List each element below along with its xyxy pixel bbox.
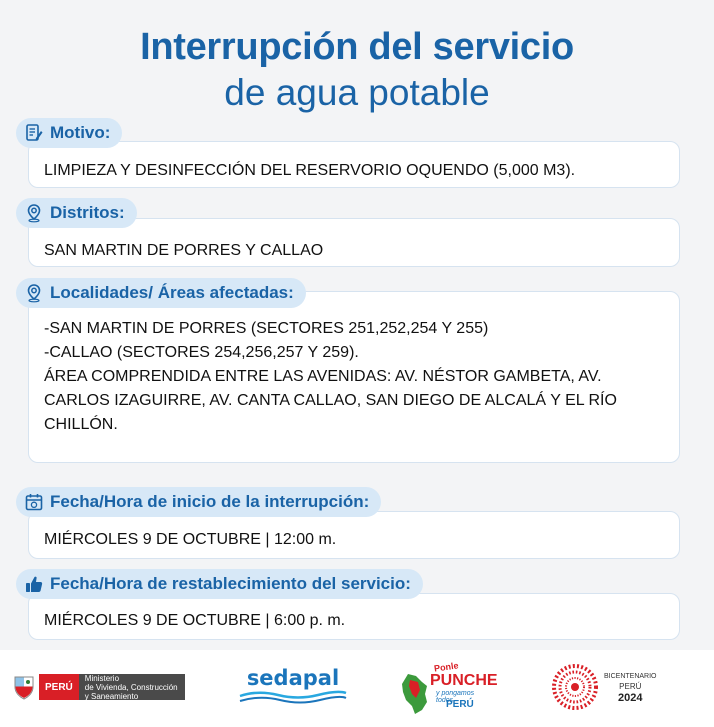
bicentenario-line: BICENTENARIO [604, 672, 657, 680]
ministry-line: Ministerio [84, 673, 120, 683]
bicentenario-line: PERÚ [619, 681, 642, 691]
peru-shield-icon [12, 674, 36, 700]
inicio-label [16, 487, 381, 517]
bicentenario-emblem-icon [552, 664, 598, 710]
localidades-line: CARLOS IZAGUIRRE, AV. CANTA CALLAO, SAN DIEGO DE ALCALÁ Y EL RÍO [44, 392, 617, 409]
punche-logo [400, 660, 498, 718]
ministry-line: y Saneamiento [84, 691, 139, 701]
footer [0, 650, 714, 727]
localidades-line: -CALLAO (SECTORES 254,256,257 Y 259). [44, 344, 359, 361]
map-pin-icon [24, 203, 44, 223]
punche-line: PERÚ [446, 699, 474, 710]
distritos-text: SAN MARTIN DE PORRES Y CALLAO [44, 242, 324, 259]
peru-map-icon [400, 672, 430, 716]
restablecimiento-label-text: Fecha/Hora de restablecimiento del servicio: [50, 574, 411, 593]
bicentenario-year: 2024 [618, 691, 643, 704]
localidades-box [28, 291, 680, 463]
ministry-name [79, 674, 185, 700]
punche-line: y pongamos todos [436, 690, 475, 704]
wave-icon [238, 690, 348, 704]
distritos-label-text: Distritos: [50, 203, 125, 222]
punche-line: Ponle [433, 660, 460, 674]
motivo-box [28, 141, 680, 188]
restablecimiento-box [28, 593, 680, 640]
map-pin-icon [24, 283, 44, 303]
motivo-label-text: Motivo: [50, 123, 111, 142]
bicentenario-text [604, 672, 657, 703]
peru-tag: PERÚ [39, 674, 79, 700]
bicentenario-logo [552, 664, 657, 710]
localidades-label-text: Localidades/ Áreas afectadas: [50, 283, 294, 302]
punche-line: PUNCHE [430, 672, 498, 689]
restablecimiento-label [16, 569, 423, 599]
gob-logo [12, 674, 185, 700]
localidades-line: ÁREA COMPRENDIDA ENTRE LAS AVENIDAS: AV. NÉSTOR GAMBETA, AV. [44, 368, 602, 385]
localidades-line: -SAN MARTIN DE PORRES (SECTORES 251,252,254 Y 255) [44, 320, 489, 337]
page-subtitle: de agua potable [224, 72, 490, 113]
sedapal-logo [238, 666, 348, 709]
sedapal-wordmark: sedapal [246, 666, 340, 690]
distritos-label [16, 198, 137, 228]
localidades-label [16, 278, 306, 308]
page-title: Interrupción del servicio [140, 26, 574, 68]
inicio-label-text: Fecha/Hora de inicio de la interrupción: [50, 492, 370, 511]
calendar-icon [24, 492, 44, 512]
restablecimiento-text: MIÉRCOLES 9 DE OCTUBRE | 6:00 p. m. [44, 612, 346, 629]
motivo-text: LIMPIEZA Y DESINFECCIÓN DEL RESERVORIO OQUENDO (5,000 M3). [44, 162, 576, 179]
ministry-line: de Vivienda, Construcción [84, 682, 178, 692]
motivo-label [16, 118, 122, 148]
document-edit-icon [24, 123, 44, 143]
thumbs-up-icon [24, 574, 44, 594]
inicio-text: MIÉRCOLES 9 DE OCTUBRE | 12:00 m. [44, 531, 337, 548]
inicio-box [28, 511, 680, 559]
localidades-line: CHILLÓN. [44, 416, 118, 433]
